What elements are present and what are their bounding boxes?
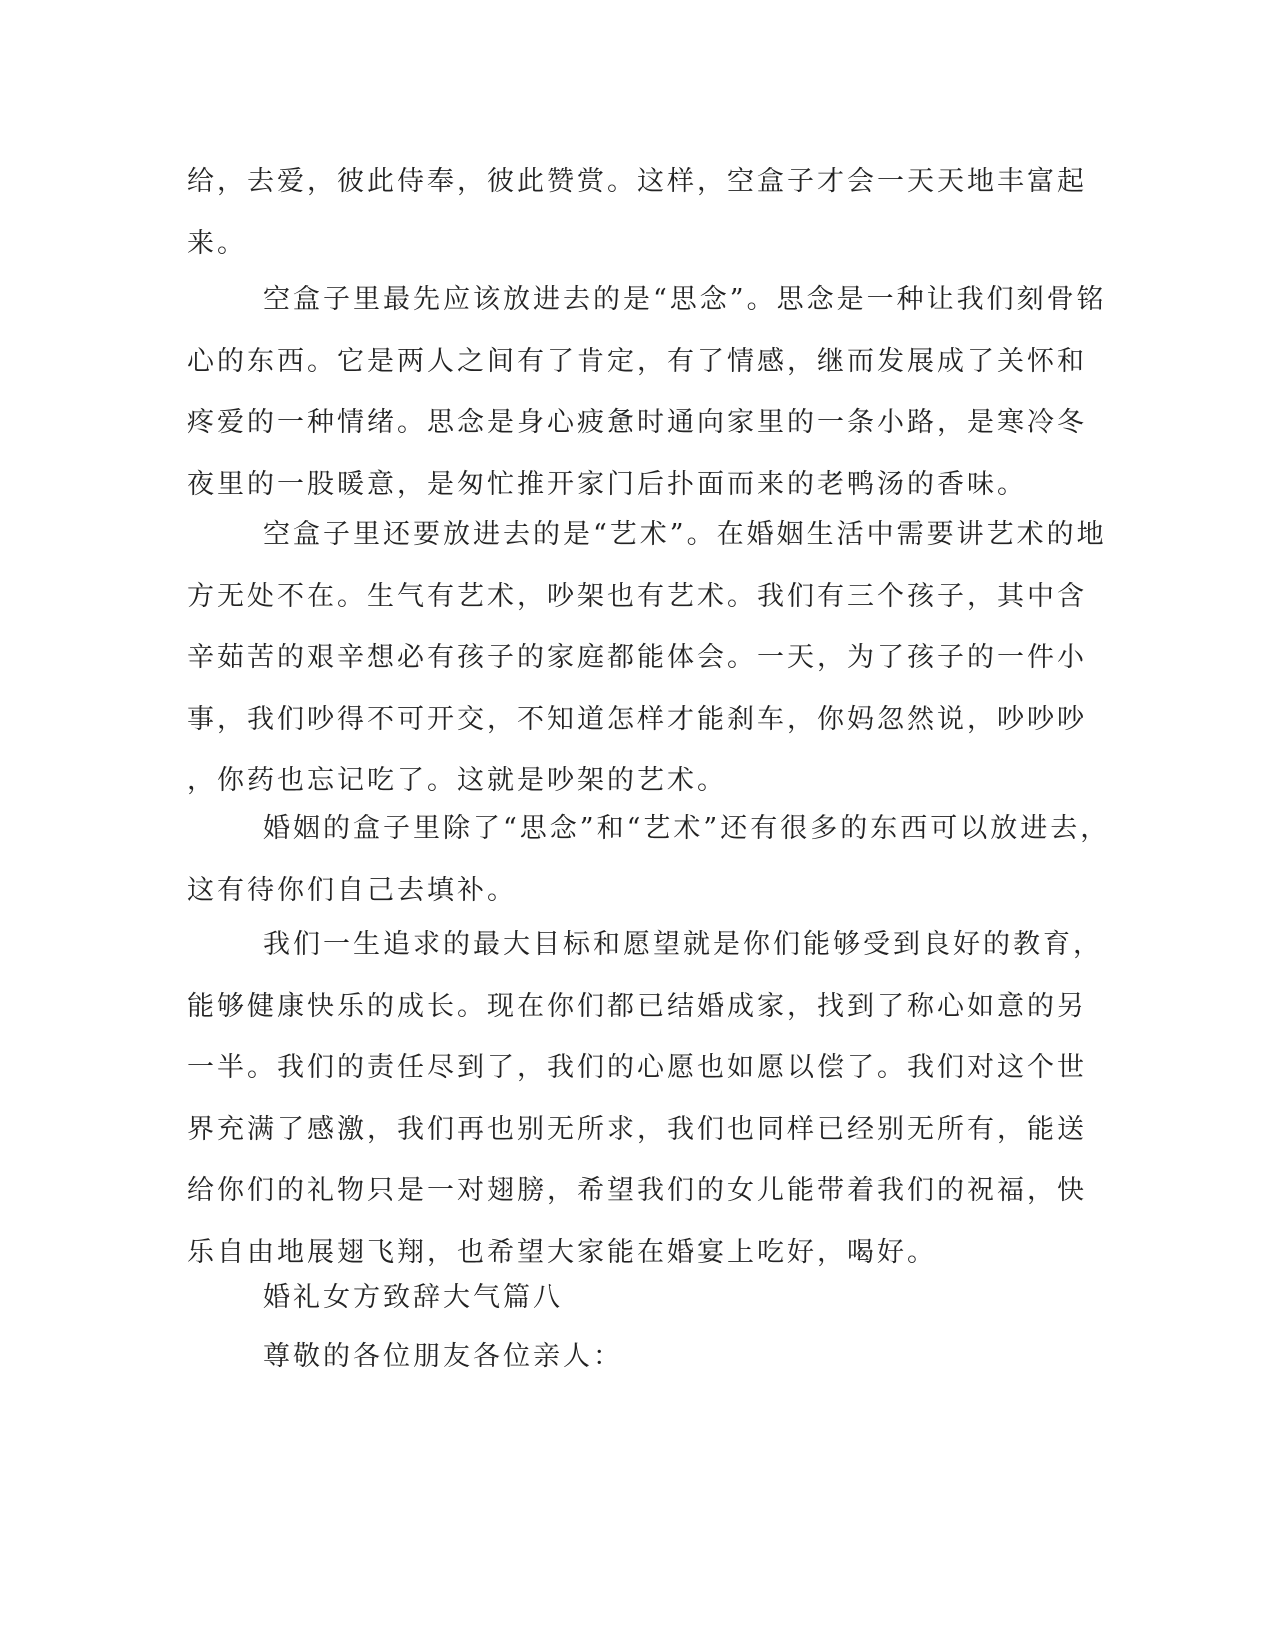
- paragraph-line: 一半。我们的责任尽到了，我们的心愿也如愿以偿了。我们对这个世: [187, 1052, 1087, 1083]
- paragraph-line: 界充满了感激，我们再也别无所求，我们也同样已经别无所有，能送: [187, 1113, 1087, 1145]
- paragraph-1: [187, 151, 1087, 274]
- paragraph-line: 方无处不在。生气有艺术，吵架也有艺术。我们有三个孩子，其中含: [187, 580, 1087, 612]
- paragraph-line: 能够健康快乐的成长。现在你们都已结婚成家，找到了称心如意的另: [187, 990, 1087, 1022]
- paragraph-4: [187, 798, 1111, 921]
- paragraph-line: 空盒子里最先应该放进去的是“思念”。思念是一种让我们刻骨铭: [263, 284, 1107, 315]
- paragraph-line: 心的东西。它是两人之间有了肯定，有了情感，继而发展成了关怀和: [187, 345, 1087, 377]
- paragraph-line: 夜里的一股暖意，是匆忙推开家门后扑面而来的老鸭汤的香味。: [187, 468, 1027, 500]
- paragraph-line: 空盒子里还要放进去的是“艺术”。在婚姻生活中需要讲艺术的地: [263, 519, 1107, 550]
- salutation: [187, 1326, 1067, 1388]
- paragraph-line: 给，去爱，彼此侍奉，彼此赞赏。这样，空盒子才会一天天地丰富起: [187, 166, 1087, 197]
- paragraph-3: [187, 504, 1107, 812]
- section-heading: [187, 1267, 1067, 1329]
- paragraph-2: [187, 269, 1107, 515]
- section-title: 婚礼女方致辞大气篇八: [263, 1282, 563, 1313]
- paragraph-line: 给你们的礼物只是一对翅膀，希望我们的女儿能带着我们的祝福，快: [187, 1175, 1087, 1206]
- paragraph-line: 来。: [187, 227, 247, 259]
- salutation-text: 尊敬的各位朋友各位亲人：: [263, 1341, 623, 1372]
- paragraph-line: ，你药也忘记吃了。这就是吵架的艺术。: [187, 765, 727, 796]
- paragraph-line: 疼爱的一种情绪。思念是身心疲惫时通向家里的一条小路，是寒冷冬: [187, 407, 1087, 438]
- paragraph-line: 乐自由地展翅飞翔，也希望大家能在婚宴上吃好，喝好。: [187, 1236, 937, 1268]
- paragraph-line: 这有待你们自己去填补。: [187, 874, 517, 906]
- paragraph-line: 事，我们吵得不可开交，不知道怎样才能刹车，你妈忽然说，吵吵吵: [187, 703, 1087, 735]
- paragraph-line: 婚姻的盒子里除了“思念”和“艺术”还有很多的东西可以放进去，: [263, 813, 1111, 844]
- paragraph-line: 我们一生追求的最大目标和愿望就是你们能够受到良好的教育，: [263, 929, 1103, 960]
- paragraph-line: 辛茹苦的艰辛想必有孩子的家庭都能体会。一天，为了孩子的一件小: [187, 642, 1087, 673]
- paragraph-5: [187, 914, 1103, 1283]
